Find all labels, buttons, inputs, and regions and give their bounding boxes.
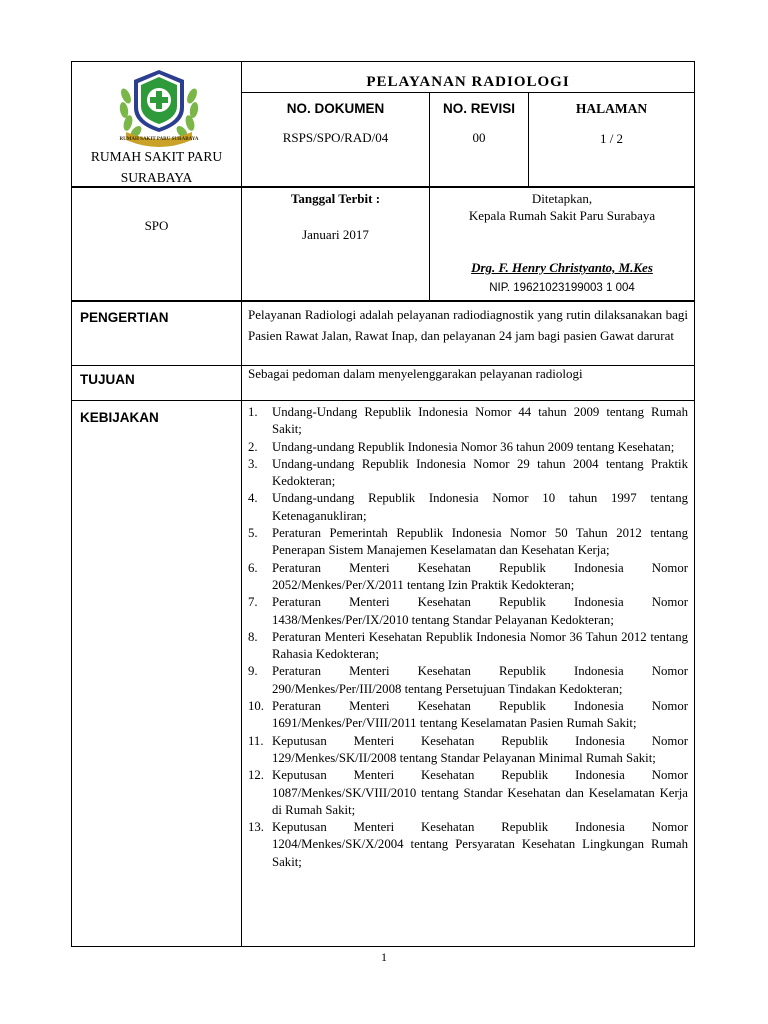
signatory-nip: NIP. 19621023199003 1 004 [489, 282, 635, 294]
spo-label-cell [72, 188, 242, 300]
tujuan-row [71, 365, 695, 401]
list-item: 7. Peraturan Menteri Kesehatan Republik Indonesia Nomor 1438/Menkes/Per/IX/2010 tentang Standar Pelayanan Kedokteran; [248, 595, 688, 627]
pengertian-label-cell [72, 302, 242, 365]
list-item: 8. Peraturan Menteri Kesehatan Republik Indonesia Nomor 36 Tahun 2012 tentang Rahasia Kedokteran; [248, 629, 688, 662]
doc-number-label: NO. DOKUMEN [286, 101, 385, 116]
list-item: 4. Undang-undang Republik Indonesia Nomor 10 tahun 1997 tentang Ketenaganukliran; [248, 491, 688, 523]
list-item: 5. Peraturan Pemerintah Republik Indonesia Nomor 50 Tahun 2012 tentang Penerapan Sistem Manajemen Keselamatan dan Kesehatan Kerja; [248, 526, 688, 558]
doc-number-value: RSPS/SPO/RAD/04 [282, 130, 389, 145]
spo-label: SPO [144, 218, 169, 233]
approval-line1: Ditetapkan, [531, 191, 593, 206]
revision-value: 00 [472, 130, 486, 145]
hospital-name-line1: RUMAH SAKIT PARU [90, 149, 223, 164]
issue-date-cell [242, 188, 430, 300]
kebijakan-row [71, 400, 695, 947]
list-item: 6. Peraturan Menteri Kesehatan Republik Indonesia Nomor 2052/Menkes/Per/X/2011 tentang Izin Praktik Kedokteran; [248, 560, 688, 592]
signatory-name: Drg. F. Henry Christyanto, M.Kes [471, 260, 653, 275]
pengertian-row [71, 301, 695, 366]
list-item: 12. Keputusan Menteri Kesehatan Republik Indonesia Nomor 1087/Menkes/SK/VIII/2010 tentang Standar Kesehatan dan Keselamatan Kerja di Rumah Sakit; [248, 768, 688, 817]
approval-line2: Kepala Rumah Sakit Paru Surabaya [468, 208, 656, 223]
list-item: 10. Peraturan Menteri Kesehatan Republik Indonesia Nomor 1691/Menkes/Per/VIII/2011 tentang Keselamatan Pasien Rumah Sakit; [248, 699, 688, 731]
list-item: 1. Undang-Undang Republik Indonesia Nomor 44 tahun 2009 tentang Rumah Sakit; [248, 405, 688, 437]
page-number: 1 [381, 950, 387, 964]
spo-block [71, 187, 695, 301]
tujuan-label-cell [72, 366, 242, 400]
hospital-name-line2: SURABAYA [120, 170, 193, 185]
pengertian-text: Pelayanan Radiologi adalah pelayanan radiodiagnostik yang rutin dilaksanakan bagi Pasien Rawat Jalan, Rawat Inap, dan pelayanan 24 jam bagi pasien Gawat darurat [248, 307, 688, 343]
document-title: PELAYANAN RADIOLOGI [242, 62, 694, 93]
issue-date-value: Januari 2017 [302, 227, 369, 242]
revision-cell [430, 93, 529, 186]
tujuan-label: TUJUAN [80, 372, 135, 387]
kebijakan-label-cell [72, 401, 242, 946]
list-item: 9. Peraturan Menteri Kesehatan Republik Indonesia Nomor 290/Menkes/Per/III/2008 tentang Persetujuan Tindakan Kedokteran; [248, 664, 688, 696]
list-item: 3. Undang-undang Republik Indonesia Nomor 29 tahun 2004 tentang Praktik Kedokteran; [248, 456, 688, 489]
kebijakan-list-cell [248, 404, 688, 871]
hospital-identity [72, 62, 242, 186]
revision-label: NO. REVISI [442, 101, 515, 116]
issue-date-label: Tanggal Terbit : [290, 191, 381, 206]
page-cell [529, 93, 694, 186]
hospital-logo-icon [116, 66, 202, 148]
document-header [71, 61, 695, 187]
list-item: 13. Keputusan Menteri Kesehatan Republik Indonesia Nomor 1204/Menkes/SK/X/2004 tentang Persyaratan Kesehatan Lingkungan Rumah Sakit; [248, 820, 688, 869]
logo-ribbon-text: RUMAH SAKIT PARU SURABAYA [119, 137, 199, 142]
page-value: 1 / 2 [599, 131, 624, 146]
list-item: 11. Keputusan Menteri Kesehatan Republik Indonesia Nomor 129/Menkes/SK/II/2008 tentang Standar Pelayanan Minimal Rumah Sakit; [248, 733, 688, 765]
approval-cell [430, 188, 694, 300]
list-item: 2. Undang-undang Republik Indonesia Nomor 36 tahun 2009 tentang Kesehatan; [248, 439, 675, 454]
hospital-name [72, 146, 241, 188]
pengertian-label: PENGERTIAN [80, 310, 169, 325]
doc-number-cell [242, 93, 430, 186]
page-label: HALAMAN [575, 101, 648, 116]
tujuan-text: Sebagai pedoman dalam menyelenggarakan pelayanan radiologi [248, 366, 583, 381]
kebijakan-label: KEBIJAKAN [80, 410, 159, 425]
policy-list [248, 404, 688, 871]
